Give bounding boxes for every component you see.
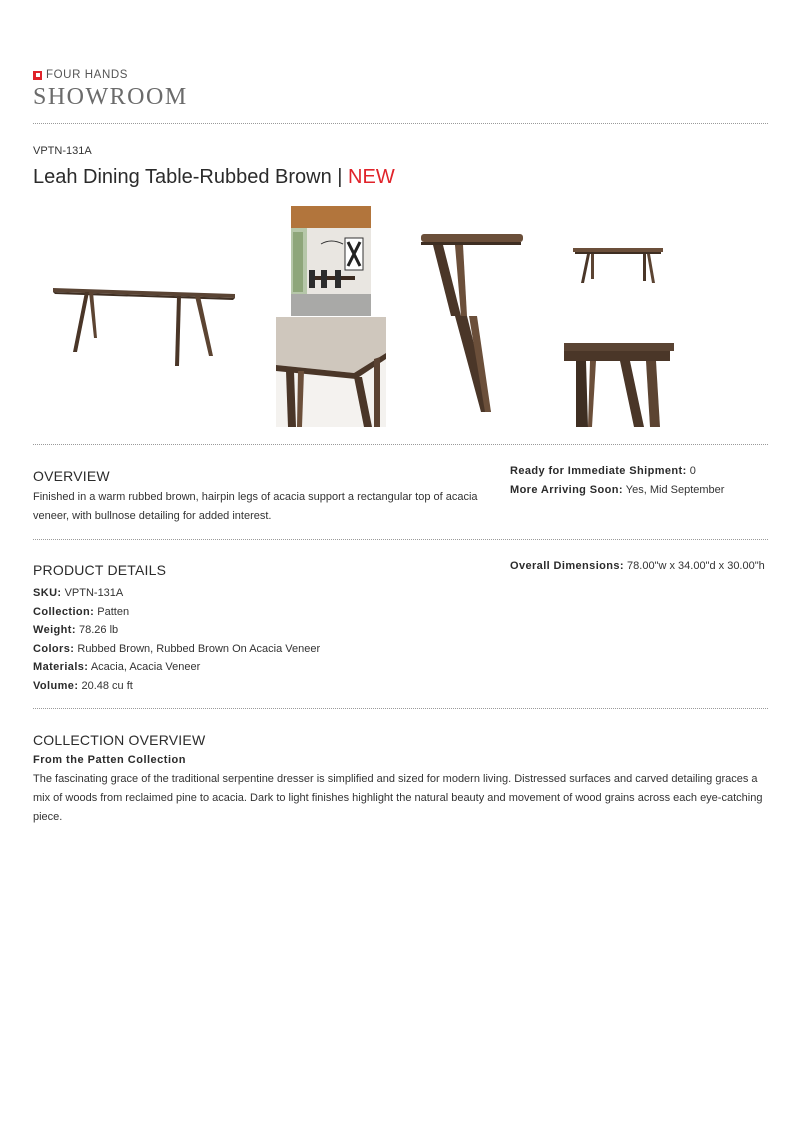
table-front-view-image — [573, 245, 663, 287]
table-leg-joint-image — [564, 341, 676, 427]
detail-row — [33, 640, 320, 659]
detail-row — [33, 603, 320, 622]
arriving-soon-label: More Arriving Soon: — [510, 484, 623, 496]
dining-room-scene-image — [291, 206, 371, 316]
brand-logo — [33, 69, 128, 81]
detail-label: Volume: — [33, 679, 79, 692]
product-code: VPTN-131A — [33, 145, 92, 157]
image-gallery — [33, 205, 768, 430]
arriving-soon-value: Yes, Mid September — [625, 484, 725, 496]
new-badge: NEW — [348, 166, 395, 188]
table-leg-detail-image — [421, 232, 525, 420]
divider — [33, 123, 768, 124]
brand-mark-icon — [33, 71, 42, 80]
detail-label: SKU: — [33, 587, 62, 599]
spec-sheet-page — [33, 0, 768, 1134]
brand-name: FOUR HANDS — [46, 69, 129, 81]
detail-row — [33, 621, 320, 640]
divider — [33, 444, 768, 445]
detail-value: VPTN-131A — [64, 587, 124, 599]
title-separator: | — [331, 166, 349, 188]
detail-label: Weight: — [33, 624, 76, 637]
overview-heading: OVERVIEW — [33, 468, 110, 484]
collection-text: The fascinating grace of the traditional serpentine dresser is simplified and sized for modern living. Distressed surfaces and carved detailing graces a mix of woods from reclaimed pine to acacia. Dark to light finishes highlight the natural beauty and movement of wood grains across each eye-catching piece. — [33, 773, 763, 823]
detail-label: Colors: — [33, 642, 75, 655]
detail-label: Collection: — [33, 605, 95, 618]
overview-text: Finished in a warm rubbed brown, hairpin legs of acacia support a rectangular top of acacia veneer, with bullnose detailing for added interest. — [33, 491, 478, 522]
brand-showroom: SHOWROOM — [33, 84, 188, 110]
divider — [33, 708, 768, 709]
ready-shipment-value: 0 — [689, 465, 696, 477]
arriving-soon — [510, 484, 724, 496]
dining-table-image — [51, 280, 237, 372]
divider — [33, 539, 768, 540]
detail-value: Acacia, Acacia Veneer — [90, 661, 201, 674]
detail-row — [33, 584, 320, 603]
ready-shipment-label: Ready for Immediate Shipment: — [510, 465, 687, 477]
product-title: Leah Dining Table-Rubbed Brown — [33, 166, 332, 188]
collection-overview-heading: COLLECTION OVERVIEW — [33, 732, 206, 748]
overall-dimensions-label: Overall Dimensions: — [510, 560, 624, 572]
detail-value: 20.48 cu ft — [81, 679, 133, 692]
collection-subheading: From the Patten Collection — [33, 754, 186, 766]
detail-row — [33, 677, 320, 696]
detail-value: 78.26 lb — [79, 624, 119, 637]
page-title — [33, 166, 395, 189]
detail-label: Materials: — [33, 661, 89, 674]
overall-dimensions — [510, 560, 765, 572]
product-details-list — [33, 584, 320, 696]
detail-value: Rubbed Brown, Rubbed Brown On Acacia Veneer — [77, 642, 321, 655]
product-details-heading: PRODUCT DETAILS — [33, 562, 167, 578]
table-corner-detail-image — [276, 317, 386, 427]
detail-row — [33, 658, 320, 677]
overall-dimensions-value: 78.00"w x 34.00"d x 30.00"h — [627, 560, 765, 572]
ready-shipment — [510, 465, 696, 477]
detail-value: Patten — [97, 605, 130, 618]
